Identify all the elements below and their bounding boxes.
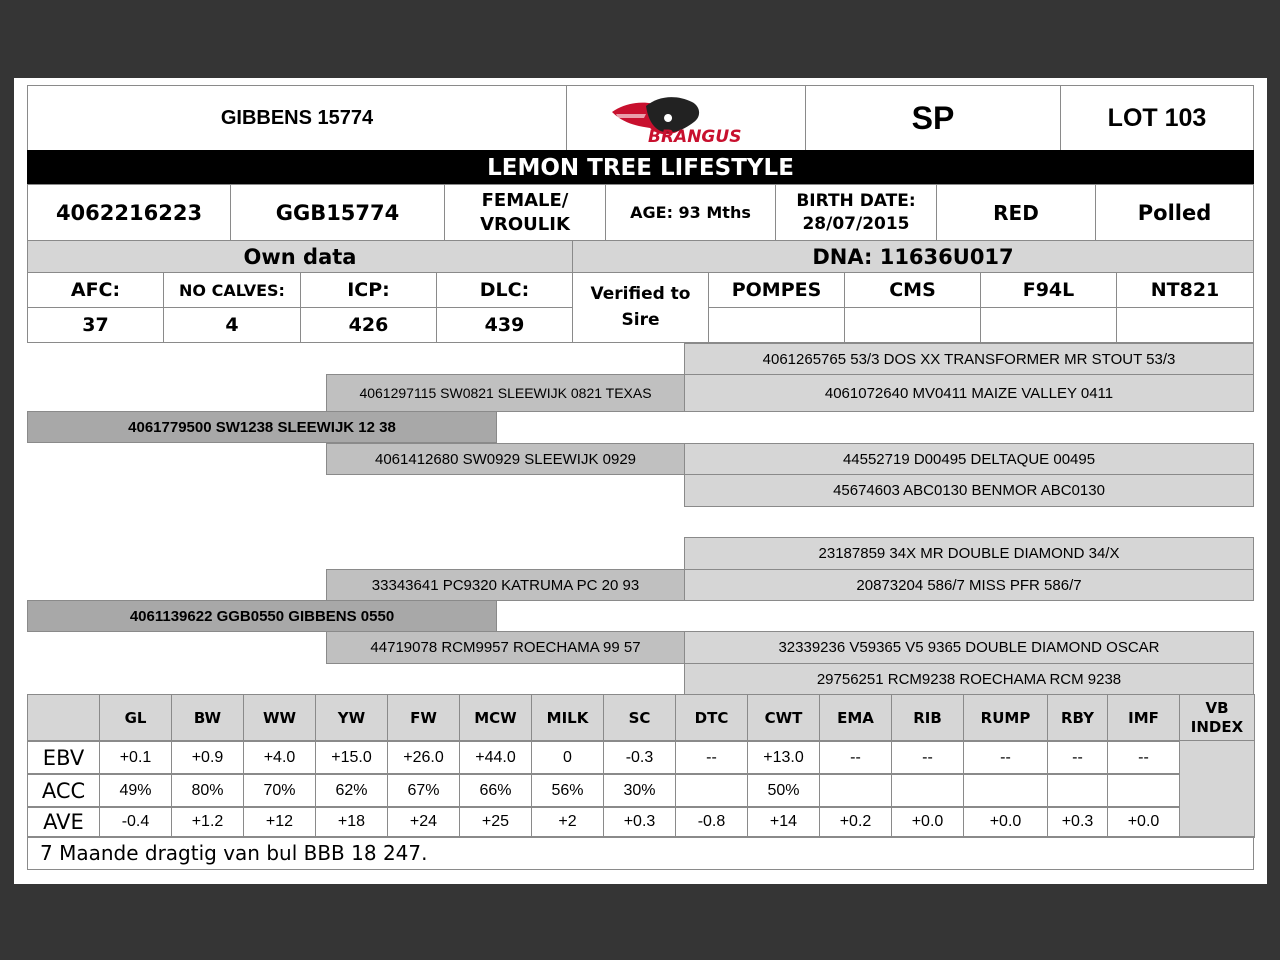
trait-header-mcw: MCW	[459, 694, 532, 742]
trait-cell: 0	[531, 740, 604, 775]
lot-number: LOT 103	[1060, 85, 1254, 151]
bull-head-icon	[606, 92, 766, 144]
birth-value: 28/07/2015	[802, 213, 910, 234]
vb-index-header	[1179, 694, 1255, 742]
trait-cell: +0.2	[819, 806, 892, 838]
trait-cell: --	[675, 740, 748, 775]
sex-line1: FEMALE/	[481, 190, 569, 212]
trait-cell: 56%	[531, 773, 604, 808]
trait-cell: +26.0	[387, 740, 460, 775]
trait-cell: +14	[747, 806, 820, 838]
sex	[444, 184, 606, 241]
trait-row-label-ave: AVE	[27, 806, 100, 838]
trait-cell: +1.2	[171, 806, 244, 838]
trait-cell: +0.0	[1107, 806, 1180, 838]
trait-cell: +13.0	[747, 740, 820, 775]
horn-status: Polled	[1095, 184, 1254, 241]
trait-header-ema: EMA	[819, 694, 892, 742]
dna-result-pompes	[708, 307, 845, 343]
no-calves-label: NO CALVES:	[163, 272, 301, 308]
pedigree-dam: 4061139622 GGB0550 GIBBENS 0550	[27, 600, 497, 632]
animal-name: GIBBENS 15774	[27, 85, 567, 151]
dlc-label: DLC:	[436, 272, 573, 308]
birth-date	[775, 184, 937, 241]
pedigree-ddd: 29756251 RCM9238 ROECHAMA RCM 9238	[684, 663, 1254, 695]
dna-result-cms	[844, 307, 981, 343]
trait-cell: +4.0	[243, 740, 316, 775]
trait-cell: +12	[243, 806, 316, 838]
trait-cell: 30%	[603, 773, 676, 808]
pedigree-ssd: 4061072640 MV0411 MAIZE VALLEY 0411	[684, 374, 1254, 412]
trait-cell: -0.8	[675, 806, 748, 838]
pedigree-sire-sire: 4061297115 SW0821 SLEEWIJK 0821 TEXAS	[326, 374, 685, 412]
pedigree-dds: 32339236 V59365 V5 9365 DOUBLE DIAMOND OSCAR	[684, 631, 1254, 664]
trait-header-rump: RUMP	[963, 694, 1048, 742]
dna-test-pompes: POMPES	[708, 272, 845, 308]
trait-cell	[675, 773, 748, 808]
lot-card	[14, 78, 1267, 884]
pedigree-sds: 44552719 D00495 DELTAQUE 00495	[684, 443, 1254, 475]
no-calves-value: 4	[163, 307, 301, 343]
trait-header-yw: YW	[315, 694, 388, 742]
verified-to-sire	[572, 272, 709, 343]
trait-cell: +15.0	[315, 740, 388, 775]
trait-cell	[819, 773, 892, 808]
dna-test-cms: CMS	[844, 272, 981, 308]
vb-line1: VB	[1205, 698, 1229, 717]
sex-line2: VROULIK	[480, 213, 570, 235]
dlc-value: 439	[436, 307, 573, 343]
trait-cell: 49%	[99, 773, 172, 808]
trait-cell: 70%	[243, 773, 316, 808]
trait-cell	[1107, 773, 1180, 808]
animal-id: 4062216223	[27, 184, 231, 241]
trait-cell: +0.3	[1047, 806, 1108, 838]
trait-cell: -0.3	[603, 740, 676, 775]
trait-header-dtc: DTC	[675, 694, 748, 742]
pedigree-sss: 4061265765 53/3 DOS XX TRANSFORMER MR STOUT 53/3	[684, 343, 1254, 375]
verified-line2: Sire	[621, 309, 660, 330]
grade: SP	[805, 85, 1061, 151]
trait-cell: 66%	[459, 773, 532, 808]
trait-header-bw: BW	[171, 694, 244, 742]
trait-cell: 67%	[387, 773, 460, 808]
pedigree-sdd: 45674603 ABC0130 BENMOR ABC0130	[684, 474, 1254, 507]
birth-label: BIRTH DATE:	[796, 190, 916, 211]
trait-header-imf: IMF	[1107, 694, 1180, 742]
trait-header-rib: RIB	[891, 694, 964, 742]
color: RED	[936, 184, 1096, 241]
vb-line2: INDEX	[1190, 718, 1244, 736]
trait-header-rby: RBY	[1047, 694, 1108, 742]
trait-cell: +24	[387, 806, 460, 838]
pedigree-dsd: 20873204 586/7 MISS PFR 586/7	[684, 569, 1254, 601]
verified-line1: Verified to	[590, 284, 691, 304]
trait-cell: +44.0	[459, 740, 532, 775]
brangus-logo-text: BRANGUS	[648, 127, 742, 144]
dna-result-nt821	[1116, 307, 1254, 343]
vb-index-value	[1179, 740, 1255, 838]
trait-cell: +25	[459, 806, 532, 838]
trait-header-gl: GL	[99, 694, 172, 742]
trait-cell: +0.3	[603, 806, 676, 838]
trait-cell: 80%	[171, 773, 244, 808]
trait-cell: +2	[531, 806, 604, 838]
trait-cell	[963, 773, 1048, 808]
animal-title: LEMON TREE LIFESTYLE	[27, 150, 1254, 185]
herd-code: GGB15774	[230, 184, 445, 241]
trait-header-milk: MILK	[531, 694, 604, 742]
afc-label: AFC:	[27, 272, 164, 308]
trait-row-label-ebv: EBV	[27, 740, 100, 775]
trait-header-corner	[27, 694, 100, 742]
note: 7 Maande dragtig van bul BBB 18 247.	[27, 836, 1254, 870]
icp-label: ICP:	[300, 272, 437, 308]
trait-cell: 62%	[315, 773, 388, 808]
pedigree-dss: 23187859 34X MR DOUBLE DIAMOND 34/X	[684, 537, 1254, 570]
trait-cell: --	[963, 740, 1048, 775]
own-data-header: Own data	[27, 240, 573, 273]
trait-header-ww: WW	[243, 694, 316, 742]
trait-cell: --	[1047, 740, 1108, 775]
trait-cell: +0.1	[99, 740, 172, 775]
pedigree-sire-dam: 4061412680 SW0929 SLEEWIJK 0929	[326, 443, 685, 475]
icp-value: 426	[300, 307, 437, 343]
trait-cell: +18	[315, 806, 388, 838]
trait-cell	[1047, 773, 1108, 808]
dna-result-f94l	[980, 307, 1117, 343]
trait-cell: --	[891, 740, 964, 775]
trait-cell: --	[1107, 740, 1180, 775]
trait-cell: --	[819, 740, 892, 775]
trait-cell: +0.9	[171, 740, 244, 775]
age: AGE: 93 Mths	[605, 184, 776, 241]
trait-header-cwt: CWT	[747, 694, 820, 742]
trait-cell: 50%	[747, 773, 820, 808]
dna-test-f94l: F94L	[980, 272, 1117, 308]
trait-header-sc: SC	[603, 694, 676, 742]
trait-row-label-acc: ACC	[27, 773, 100, 808]
pedigree-dam-sire: 33343641 PC9320 KATRUMA PC 20 93	[326, 569, 685, 601]
pedigree-dam-dam: 44719078 RCM9957 ROECHAMA 99 57	[326, 631, 685, 664]
afc-value: 37	[27, 307, 164, 343]
trait-cell	[891, 773, 964, 808]
trait-header-fw: FW	[387, 694, 460, 742]
trait-cell: +0.0	[963, 806, 1048, 838]
dna-test-nt821: NT821	[1116, 272, 1254, 308]
trait-cell: +0.0	[891, 806, 964, 838]
brangus-logo	[566, 85, 806, 151]
dna-header: DNA: 11636U017	[572, 240, 1254, 273]
trait-cell: -0.4	[99, 806, 172, 838]
pedigree-sire: 4061779500 SW1238 SLEEWIJK 12 38	[27, 411, 497, 443]
